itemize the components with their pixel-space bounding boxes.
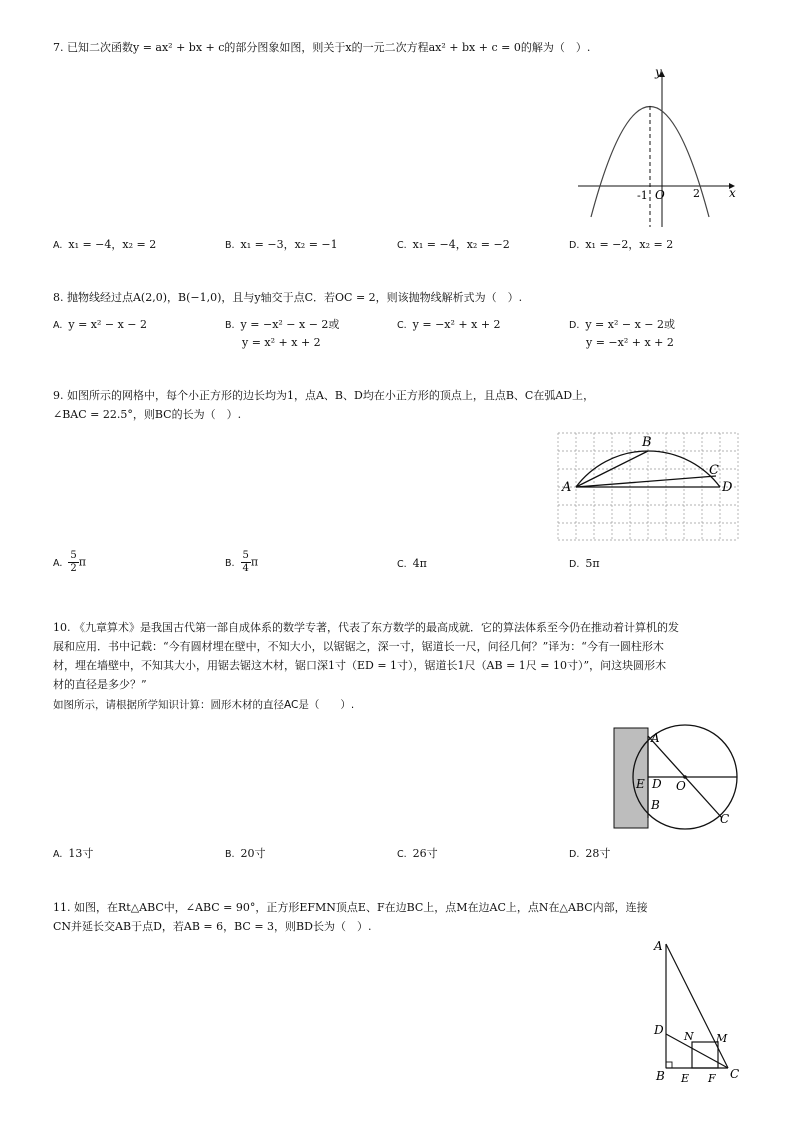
option-label: A. [53, 557, 63, 569]
q10-option-b[interactable] [225, 845, 266, 863]
option-label: C. [397, 849, 407, 860]
question-8-stem: 8. 抛物线经过点A(2,0)，B(−1,0)，且与y轴交于点C．若OC = 2，则该抛物线解析式为（ ）. [53, 291, 523, 304]
q10-stem-line4: 材的直径是多少？” [53, 678, 147, 691]
q10-option-c[interactable] [397, 845, 438, 863]
q7-tick-neg-label: -1 [637, 189, 648, 202]
option-text: 28寸 [585, 847, 611, 860]
q7-option-c[interactable] [397, 236, 510, 254]
option-text: x₁ = −3，x₂ = −1 [240, 238, 338, 251]
q7-option-a[interactable] [53, 236, 156, 254]
option-text: 26寸 [412, 847, 438, 860]
q11-label-n: N [684, 1030, 694, 1043]
q9-stem-line1: 9. 如图所示的网格中，每个小正方形的边长均为1，点A、B、D均在小正方形的顶点上，且点B、C在弧AD上， [53, 389, 595, 402]
q11-stem-line1: 11. 如图，在Rt△ABC中，∠ABC = 90°，正方形EFMN顶点E、F在边BC上，点M在边AC上，点N在△ABC内部，连接 [53, 901, 648, 914]
question-9-stem [53, 386, 743, 424]
q10-label-b: B [651, 798, 660, 812]
option-label: D. [569, 849, 580, 860]
option-label: D. [569, 559, 580, 570]
q9-option-a[interactable] [53, 550, 86, 575]
q7-origin-label: O [655, 188, 665, 202]
question-10-stem [53, 618, 743, 694]
q10-label-c: C [720, 812, 730, 826]
option-text: x₁ = −4，x₂ = −2 [412, 238, 510, 251]
option-text: x₁ = −2，x₂ = 2 [585, 238, 674, 251]
q9-option-d[interactable] [569, 555, 600, 573]
q11-stem-line2: CN并延长交AB于点D，若AB = 6，BC = 3，则BD长为（ ）. [53, 920, 372, 933]
numerator: 5 [70, 550, 77, 561]
q10-circle-wall-figure [610, 722, 740, 832]
option-line1: y = −x² + x + 2 [412, 318, 501, 331]
q11-label-a: A [654, 939, 663, 953]
q10-label-o: O [676, 779, 686, 793]
option-label: B. [225, 849, 235, 860]
q8-option-a[interactable] [53, 316, 147, 334]
q10-stem-line1: 10. 《九章算术》是我国古代第一部自成体系的数学专著，代表了东方数学的最高成就．它的算法体系至今仍在推动着计算机的发 [53, 621, 679, 634]
q11-label-f: F [708, 1072, 716, 1085]
q10-label-d: D [652, 777, 662, 791]
q9-label-b: B [642, 435, 652, 450]
option-text: x₁ = −4，x₂ = 2 [68, 238, 157, 251]
option-label: A. [53, 320, 63, 331]
option-label: A. [53, 849, 63, 860]
q11-triangle-figure [648, 936, 744, 1086]
denominator: 4 [242, 563, 249, 574]
q8-option-d[interactable] [569, 316, 675, 351]
q9-label-a: A [562, 480, 572, 495]
q10-stem-line3: 材，埋在墙壁中，不知其大小，用锯去锯这木材，锯口深1寸（ED = 1寸），锯道长1尺（AB = 1尺 = 10寸）”，问这块圆形木 [53, 659, 667, 672]
q11-label-c: C [730, 1067, 740, 1081]
option-line1: y = x² − x − 2或 [585, 318, 676, 331]
option-line1: y = x² − x − 2 [68, 318, 148, 331]
q8-option-c[interactable] [397, 316, 501, 334]
option-suffix: π [78, 555, 86, 569]
fraction [68, 550, 78, 575]
q7-tick-pos-label: 2 [693, 187, 700, 200]
option-text: 4π [412, 557, 427, 570]
q8-option-b[interactable] [225, 316, 339, 351]
q9-grid-figure [556, 430, 742, 542]
option-label: C. [397, 559, 407, 570]
option-suffix: π [250, 555, 259, 569]
question-11-stem [53, 898, 743, 936]
q10-option-d[interactable] [569, 845, 610, 863]
q7-parabola-figure [575, 62, 745, 232]
q9-label-d: D [722, 480, 733, 495]
q11-label-b: B [656, 1069, 665, 1083]
q10-label-a: A [651, 731, 660, 745]
q11-label-d: D [654, 1023, 664, 1037]
q7-option-d[interactable] [569, 236, 673, 254]
fraction [241, 550, 251, 575]
q11-right-angle-mark [666, 1062, 672, 1068]
q7-option-b[interactable] [225, 236, 338, 254]
denominator: 2 [70, 563, 77, 574]
option-text: 20寸 [240, 847, 266, 860]
option-label: B. [225, 557, 235, 569]
q11-label-m: M [716, 1032, 728, 1045]
numerator: 5 [242, 550, 249, 561]
q10-prompt: 如图所示，请根据所学知识计算：圆形木材的直径AC是（ ）. [53, 699, 355, 711]
q11-side-ac [666, 944, 728, 1068]
option-line2: y = −x² + x + 2 [586, 336, 674, 349]
q7-y-label: y [655, 65, 662, 79]
option-text: 5π [585, 557, 600, 570]
option-label: D. [569, 240, 580, 251]
option-label: C. [397, 240, 407, 251]
q9-stem-line2: ∠BAC = 22.5°，则BC的长为（ ）. [53, 408, 242, 421]
option-label: D. [569, 320, 580, 331]
q11-label-e: E [681, 1072, 690, 1085]
option-label: A. [53, 240, 63, 251]
question-7-stem: 7. 已知二次函数y = ax² + bx + c的部分图象如图，则关于x的一元二次方程ax² + bx + c = 0的解为（ ）. [53, 41, 591, 54]
option-label: C. [397, 320, 407, 331]
q9-option-c[interactable] [397, 555, 427, 573]
q9-segment-ac [576, 476, 716, 487]
q9-label-c: C [709, 463, 719, 478]
option-line2: y = x² + x + 2 [242, 336, 321, 349]
option-label: B. [225, 320, 235, 331]
q10-stem-line2: 展和应用．书中记载：“今有圆材埋在壁中，不知大小，以锯锯之，深一寸，锯道长一尺，问径几何？”译为：“今有一圆柱形木 [53, 640, 664, 653]
option-label: B. [225, 240, 235, 251]
option-text: 13寸 [68, 847, 94, 860]
q10-option-a[interactable] [53, 845, 93, 863]
q7-x-label: x [729, 186, 736, 200]
q10-label-e: E [636, 777, 645, 791]
q9-option-b[interactable] [225, 550, 258, 575]
option-line1: y = −x² − x − 2或 [240, 318, 340, 331]
